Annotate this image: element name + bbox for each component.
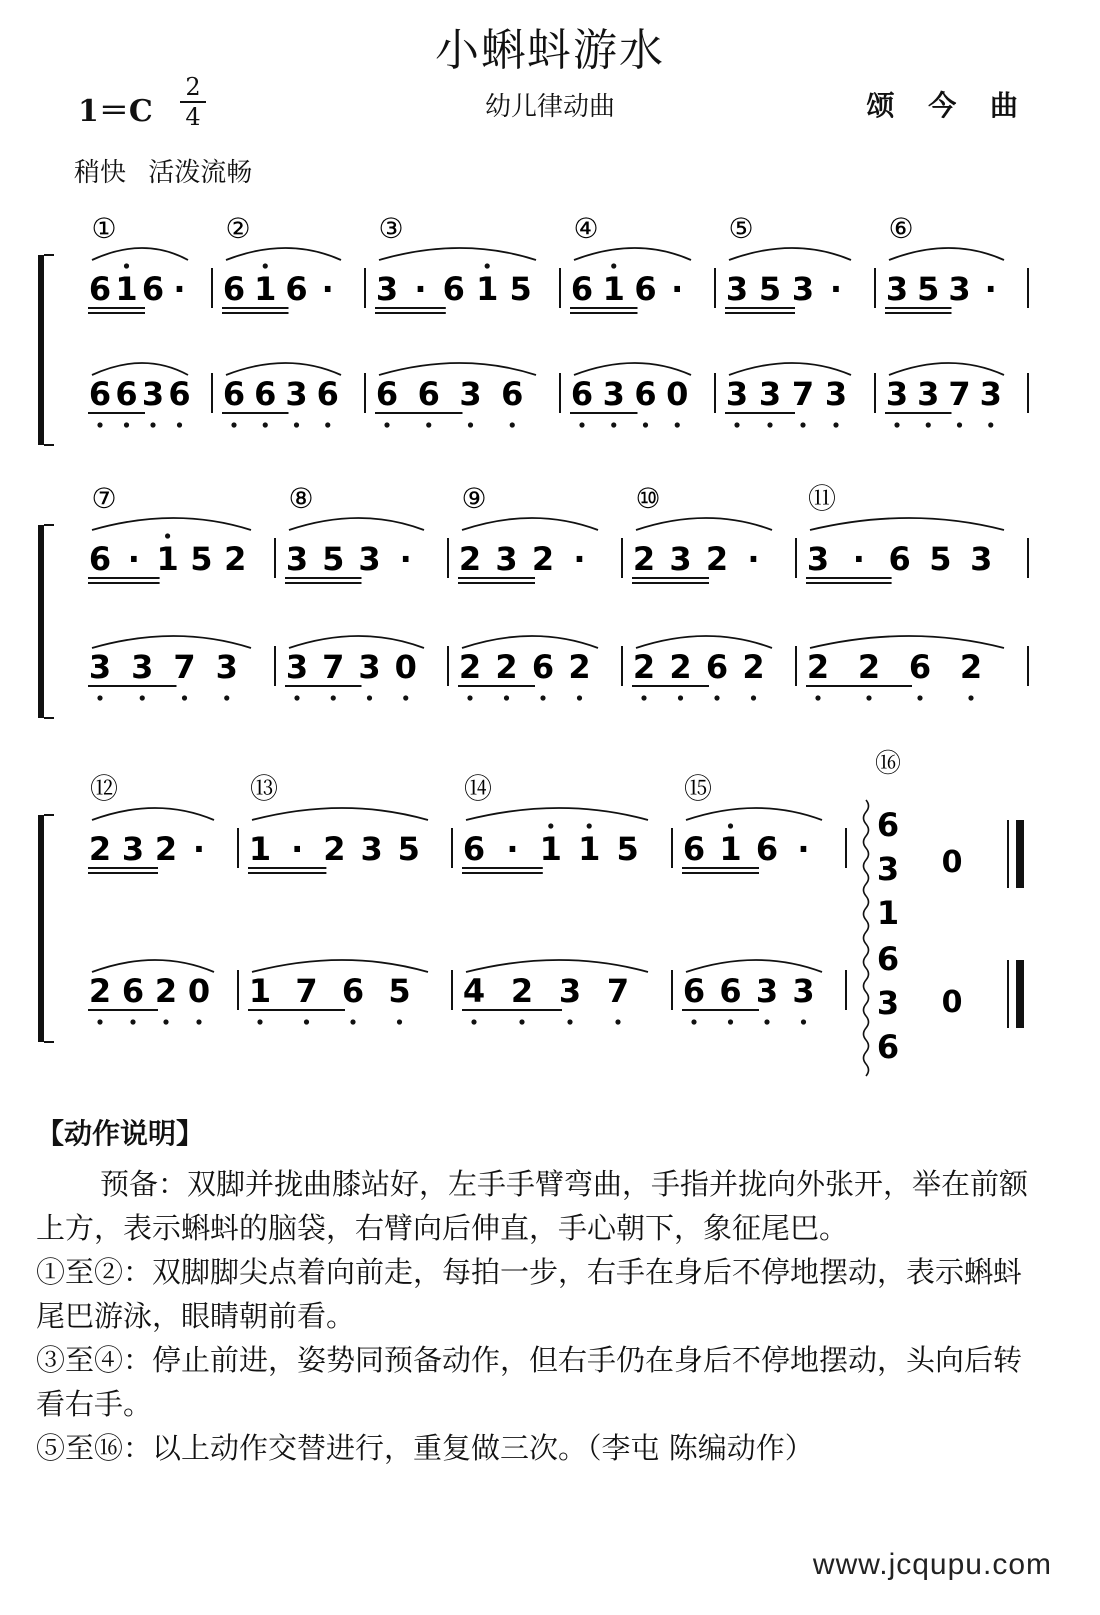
chord-note: 1 bbox=[876, 894, 900, 932]
melody-note: 6 bbox=[634, 270, 657, 308]
bass-note: 3 bbox=[141, 375, 165, 413]
bass-note: 7 bbox=[322, 648, 345, 686]
melody-note: 1 bbox=[602, 270, 625, 308]
measure-number: ⑨ bbox=[461, 482, 487, 515]
octave-down-dot bbox=[815, 695, 820, 700]
bass-note: 6 bbox=[316, 375, 339, 413]
melody-note: 2 bbox=[224, 540, 247, 578]
system-bracket-hook bbox=[44, 255, 54, 445]
system-bracket-hook bbox=[44, 525, 54, 718]
slur bbox=[226, 363, 341, 375]
melody-note: 6 bbox=[462, 830, 486, 868]
bass-note: 6 bbox=[908, 648, 932, 686]
bass-note: 2 bbox=[495, 648, 518, 686]
octave-down-dot bbox=[150, 422, 155, 427]
bass-note: 3 bbox=[602, 375, 625, 413]
bass-note: 3 bbox=[88, 648, 112, 686]
octave-down-dot bbox=[540, 695, 545, 700]
melody-note: 6 bbox=[141, 270, 165, 308]
octave-down-dot bbox=[917, 695, 922, 700]
melody-note: 5 bbox=[616, 830, 639, 868]
melody-note: 6 bbox=[755, 830, 779, 868]
bass-note: 2 bbox=[154, 972, 178, 1010]
system-bracket bbox=[38, 815, 44, 1042]
melody-note: 3 bbox=[791, 270, 815, 308]
subtitle: 幼儿律动曲 bbox=[484, 92, 615, 122]
octave-down-dot bbox=[801, 1019, 806, 1024]
melody-note: 2 bbox=[458, 540, 482, 578]
bass-note: 3 bbox=[824, 375, 848, 413]
instruction-paragraph: 预备：双脚并拢曲膝站好，左手手臂弯曲，手指并拢向外张开，举在前额上方，表示蝌蚪的脑袋，右臂向后伸直，手心朝下，象征尾巴。 bbox=[36, 1167, 1029, 1245]
octave-up-dot bbox=[611, 263, 616, 268]
octave-down-dot bbox=[403, 695, 408, 700]
composer-credit: 颂 今 曲 bbox=[866, 89, 1030, 122]
octave-down-dot bbox=[257, 1019, 262, 1024]
chord-note: 6 bbox=[876, 940, 900, 978]
bass-note: 6 bbox=[254, 375, 277, 413]
melody-note: 3 bbox=[375, 270, 399, 308]
slur bbox=[379, 248, 536, 260]
melody-note: 6 bbox=[88, 270, 112, 308]
bass-note: 3 bbox=[725, 375, 749, 413]
bass-note: 3 bbox=[758, 375, 782, 413]
melody-note: 3 bbox=[285, 540, 309, 578]
octave-down-dot bbox=[926, 422, 931, 427]
slur bbox=[92, 363, 188, 375]
octave-down-dot bbox=[510, 422, 515, 427]
bass-note: 2 bbox=[857, 648, 881, 686]
melody-note: 6 bbox=[442, 270, 465, 308]
slur bbox=[462, 636, 598, 648]
melody-note: 1 bbox=[156, 540, 179, 578]
octave-down-dot bbox=[567, 1019, 572, 1024]
octave-down-dot bbox=[691, 1019, 696, 1024]
slur bbox=[889, 363, 1004, 375]
melody-note: 3 bbox=[970, 540, 993, 578]
measure-number: ⑫ bbox=[89, 772, 119, 805]
bass-note: 3 bbox=[755, 972, 779, 1010]
bass-note: 7 bbox=[173, 648, 196, 686]
octave-down-dot bbox=[641, 695, 646, 700]
slur bbox=[729, 248, 851, 260]
bass-note: 7 bbox=[948, 375, 971, 413]
octave-down-dot bbox=[833, 422, 838, 427]
melody-note: 3 bbox=[360, 830, 383, 868]
bass-note: 2 bbox=[458, 648, 482, 686]
instruction-paragraph: ⑤至⑯：以上动作交替进行，重复做三次。（李屯 陈编动作） bbox=[36, 1431, 814, 1465]
octave-down-dot bbox=[124, 422, 129, 427]
measure-number: ⑯ bbox=[874, 749, 902, 779]
final-barline-thick bbox=[1016, 820, 1024, 888]
melody-note: 2 bbox=[323, 830, 346, 868]
octave-up-dot bbox=[165, 533, 170, 538]
octave-down-dot bbox=[519, 1019, 524, 1024]
melody-note: 2 bbox=[632, 540, 656, 578]
melody-note: 1 bbox=[248, 830, 272, 868]
octave-down-dot bbox=[764, 1019, 769, 1024]
melody-note: 1 bbox=[476, 270, 499, 308]
octave-down-dot bbox=[467, 695, 472, 700]
octave-down-dot bbox=[767, 422, 772, 427]
octave-down-dot bbox=[163, 1019, 168, 1024]
octave-down-dot bbox=[894, 422, 899, 427]
melody-note: · bbox=[797, 830, 810, 868]
slur bbox=[92, 960, 214, 972]
melody-note: 2 bbox=[88, 830, 112, 868]
melody-note: · bbox=[414, 270, 427, 308]
slur bbox=[92, 636, 251, 648]
chord-note: 6 bbox=[876, 806, 900, 844]
instruction-paragraph: ③至④：停止前进，姿势同预备动作，但右手仍在身后不停地摆动，头向后转看右手。 bbox=[36, 1343, 1023, 1421]
measure-number: ② bbox=[225, 212, 251, 245]
bass-note: 3 bbox=[131, 648, 154, 686]
octave-down-dot bbox=[182, 695, 187, 700]
bass-note: 3 bbox=[358, 648, 381, 686]
bass-note: 2 bbox=[669, 648, 692, 686]
bass-note: 6 bbox=[88, 375, 112, 413]
measure-number: ⑧ bbox=[288, 482, 314, 515]
bass-note: 3 bbox=[459, 375, 482, 413]
melody-note: 3 bbox=[669, 540, 692, 578]
octave-down-dot bbox=[471, 1019, 476, 1024]
measure-number: ① bbox=[91, 212, 117, 245]
octave-down-dot bbox=[350, 1019, 355, 1024]
slur bbox=[636, 636, 772, 648]
system-bracket bbox=[38, 255, 44, 445]
melody-note: · bbox=[192, 830, 206, 868]
slur bbox=[810, 518, 1004, 530]
octave-down-dot bbox=[367, 695, 372, 700]
meter-bottom: 4 bbox=[185, 103, 201, 131]
bass-note: 3 bbox=[979, 375, 1002, 413]
octave-down-dot bbox=[397, 1019, 402, 1024]
melody-note: 6 bbox=[682, 830, 706, 868]
bass-note: 4 bbox=[462, 972, 486, 1010]
bass-note: 2 bbox=[632, 648, 656, 686]
bass-note: 7 bbox=[606, 972, 630, 1010]
slur bbox=[252, 960, 428, 972]
slur bbox=[289, 518, 424, 530]
melody-note: 1 bbox=[539, 830, 562, 868]
octave-down-dot bbox=[615, 1019, 620, 1024]
octave-down-dot bbox=[196, 1019, 201, 1024]
bass-note: 6 bbox=[121, 972, 145, 1010]
octave-down-dot bbox=[97, 695, 102, 700]
slur bbox=[379, 363, 536, 375]
tempo-marking: 稍快 活泼流畅 bbox=[74, 158, 253, 188]
melody-note: 3 bbox=[121, 830, 145, 868]
bass-note: 2 bbox=[88, 972, 112, 1010]
measure-number: ⑬ bbox=[249, 772, 279, 805]
movement-instructions bbox=[36, 1112, 1036, 1470]
melody-note: 2 bbox=[705, 540, 729, 578]
measure-number: ⑥ bbox=[888, 212, 914, 245]
melody-note: 2 bbox=[531, 540, 555, 578]
slur bbox=[729, 363, 851, 375]
bass-note: 7 bbox=[791, 375, 815, 413]
rest: 0 bbox=[941, 985, 963, 1020]
measure-number: ⑩ bbox=[635, 482, 661, 515]
octave-down-dot bbox=[988, 422, 993, 427]
octave-down-dot bbox=[728, 1019, 733, 1024]
octave-down-dot bbox=[678, 695, 683, 700]
melody-note: 6 bbox=[88, 540, 112, 578]
slur bbox=[462, 518, 598, 530]
melody-note: 1 bbox=[719, 830, 742, 868]
slur bbox=[252, 808, 428, 820]
bass-note: 2 bbox=[742, 648, 765, 686]
octave-up-dot bbox=[587, 823, 592, 828]
octave-down-dot bbox=[130, 1019, 135, 1024]
octave-down-dot bbox=[140, 695, 145, 700]
measure-number: ⑮ bbox=[683, 772, 713, 805]
melody-note: · bbox=[291, 830, 304, 868]
slur bbox=[289, 636, 424, 648]
octave-down-dot bbox=[97, 422, 102, 427]
bass-note: 6 bbox=[168, 375, 191, 413]
bass-note: 6 bbox=[417, 375, 440, 413]
octave-down-dot bbox=[325, 422, 330, 427]
slur bbox=[466, 808, 648, 820]
chord-note: 6 bbox=[876, 1028, 900, 1066]
octave-down-dot bbox=[579, 422, 584, 427]
measure-number: ④ bbox=[573, 212, 599, 245]
octave-down-dot bbox=[294, 695, 299, 700]
bass-note: 6 bbox=[682, 972, 706, 1010]
slur bbox=[226, 248, 341, 260]
bass-note: 0 bbox=[187, 972, 211, 1010]
melody-note: 6 bbox=[888, 540, 911, 578]
octave-down-dot bbox=[751, 695, 756, 700]
melody-note: 3 bbox=[725, 270, 749, 308]
final-barline-thick bbox=[1016, 960, 1024, 1028]
bass-note: 6 bbox=[501, 375, 524, 413]
slur bbox=[686, 808, 822, 820]
meter-top: 2 bbox=[185, 73, 201, 101]
melody-note: · bbox=[984, 270, 997, 308]
melody-note: 5 bbox=[322, 540, 345, 578]
octave-down-dot bbox=[734, 422, 739, 427]
chord-note: 3 bbox=[876, 850, 900, 888]
bass-note: 6 bbox=[375, 375, 399, 413]
melody-note: 3 bbox=[495, 540, 518, 578]
melody-note: · bbox=[321, 270, 334, 308]
octave-down-dot bbox=[224, 695, 229, 700]
melody-note: 6 bbox=[285, 270, 308, 308]
octave-down-dot bbox=[866, 695, 871, 700]
melody-note: 6 bbox=[222, 270, 246, 308]
bass-note: 6 bbox=[222, 375, 246, 413]
melody-note: · bbox=[127, 540, 140, 578]
melody-note: 5 bbox=[917, 270, 940, 308]
melody-note: · bbox=[852, 540, 865, 578]
melody-note: 3 bbox=[358, 540, 381, 578]
bass-note: 5 bbox=[388, 972, 411, 1010]
octave-down-dot bbox=[263, 422, 268, 427]
measure-number: ⑪ bbox=[807, 482, 837, 515]
octave-down-dot bbox=[577, 695, 582, 700]
bass-note: 6 bbox=[634, 375, 657, 413]
slur bbox=[92, 808, 214, 820]
octave-down-dot bbox=[304, 1019, 309, 1024]
measure-number: ⑭ bbox=[463, 772, 493, 805]
bass-note: 3 bbox=[917, 375, 940, 413]
octave-down-dot bbox=[611, 422, 616, 427]
bass-note: 3 bbox=[285, 648, 309, 686]
melody-note: 5 bbox=[758, 270, 782, 308]
bass-note: 2 bbox=[959, 648, 983, 686]
key-signature: 1＝C bbox=[78, 94, 153, 129]
melody-note: · bbox=[671, 270, 684, 308]
octave-down-dot bbox=[643, 422, 648, 427]
arpeggio-mark bbox=[864, 800, 869, 1076]
melody-note: · bbox=[747, 540, 760, 578]
octave-down-dot bbox=[957, 422, 962, 427]
system-bracket-hook bbox=[44, 815, 54, 1042]
octave-down-dot bbox=[968, 695, 973, 700]
bass-note: 6 bbox=[531, 648, 555, 686]
bass-note: 0 bbox=[666, 375, 689, 413]
melody-note: 2 bbox=[154, 830, 178, 868]
melody-note: 1 bbox=[578, 830, 601, 868]
bass-note: 2 bbox=[568, 648, 591, 686]
chord-note: 3 bbox=[876, 984, 900, 1022]
octave-down-dot bbox=[800, 422, 805, 427]
song-title: 小蝌蚪游水 bbox=[435, 25, 665, 76]
melody-note: 5 bbox=[929, 540, 952, 578]
melody-note: 1 bbox=[254, 270, 277, 308]
bass-note: 2 bbox=[510, 972, 534, 1010]
bass-note: 3 bbox=[285, 375, 308, 413]
bass-note: 6 bbox=[570, 375, 594, 413]
melody-note: 5 bbox=[509, 270, 532, 308]
octave-down-dot bbox=[384, 422, 389, 427]
bass-note: 0 bbox=[394, 648, 417, 686]
octave-down-dot bbox=[504, 695, 509, 700]
octave-down-dot bbox=[294, 422, 299, 427]
melody-note: 3 bbox=[806, 540, 830, 578]
system-bracket bbox=[38, 525, 44, 718]
octave-down-dot bbox=[468, 422, 473, 427]
bass-note: 3 bbox=[792, 972, 815, 1010]
octave-up-dot bbox=[263, 263, 268, 268]
site-watermark: www.jcqupu.com bbox=[812, 1548, 1052, 1581]
bass-note: 7 bbox=[295, 972, 318, 1010]
octave-down-dot bbox=[231, 422, 236, 427]
slur bbox=[686, 960, 822, 972]
melody-note: · bbox=[573, 540, 586, 578]
melody-note: 3 bbox=[885, 270, 909, 308]
slur bbox=[92, 248, 188, 260]
bass-note: 2 bbox=[806, 648, 830, 686]
octave-down-dot bbox=[426, 422, 431, 427]
octave-up-dot bbox=[728, 823, 733, 828]
bass-note: 1 bbox=[248, 972, 272, 1010]
slur bbox=[92, 518, 251, 530]
rest: 0 bbox=[941, 845, 963, 880]
melody-note: · bbox=[829, 270, 843, 308]
melody-note: · bbox=[506, 830, 519, 868]
bass-note: 3 bbox=[885, 375, 909, 413]
bass-note: 6 bbox=[705, 648, 729, 686]
melody-note: · bbox=[399, 540, 412, 578]
slur bbox=[636, 518, 772, 530]
octave-up-dot bbox=[548, 823, 553, 828]
bass-note: 3 bbox=[215, 648, 238, 686]
melody-note: 6 bbox=[570, 270, 594, 308]
bass-note: 6 bbox=[115, 375, 138, 413]
octave-down-dot bbox=[97, 1019, 102, 1024]
melody-note: 1 bbox=[115, 270, 138, 308]
measure-number: ③ bbox=[378, 212, 404, 245]
octave-down-dot bbox=[331, 695, 336, 700]
instruction-paragraph: ①至②：双脚脚尖点着向前走，每拍一步，右手在身后不停地摆动，表示蝌蚪尾巴游泳，眼睛朝前看。 bbox=[36, 1255, 1023, 1333]
melody-note: 5 bbox=[397, 830, 420, 868]
octave-up-dot bbox=[124, 263, 129, 268]
measure-number: ⑤ bbox=[728, 212, 754, 245]
bass-note: 6 bbox=[719, 972, 742, 1010]
octave-down-dot bbox=[714, 695, 719, 700]
slur bbox=[810, 636, 1004, 648]
slur bbox=[574, 248, 691, 260]
slur bbox=[574, 363, 691, 375]
measure-number: ⑦ bbox=[91, 482, 117, 515]
melody-note: 5 bbox=[190, 540, 213, 578]
melody-note: · bbox=[173, 270, 186, 308]
octave-down-dot bbox=[177, 422, 182, 427]
octave-down-dot bbox=[675, 422, 680, 427]
octave-up-dot bbox=[485, 263, 490, 268]
slur bbox=[466, 960, 648, 972]
bass-note: 3 bbox=[558, 972, 582, 1010]
melody-note: 3 bbox=[948, 270, 971, 308]
instructions-heading: 【动作说明】 bbox=[36, 1117, 205, 1150]
slur bbox=[889, 248, 1004, 260]
bass-note: 6 bbox=[341, 972, 365, 1010]
